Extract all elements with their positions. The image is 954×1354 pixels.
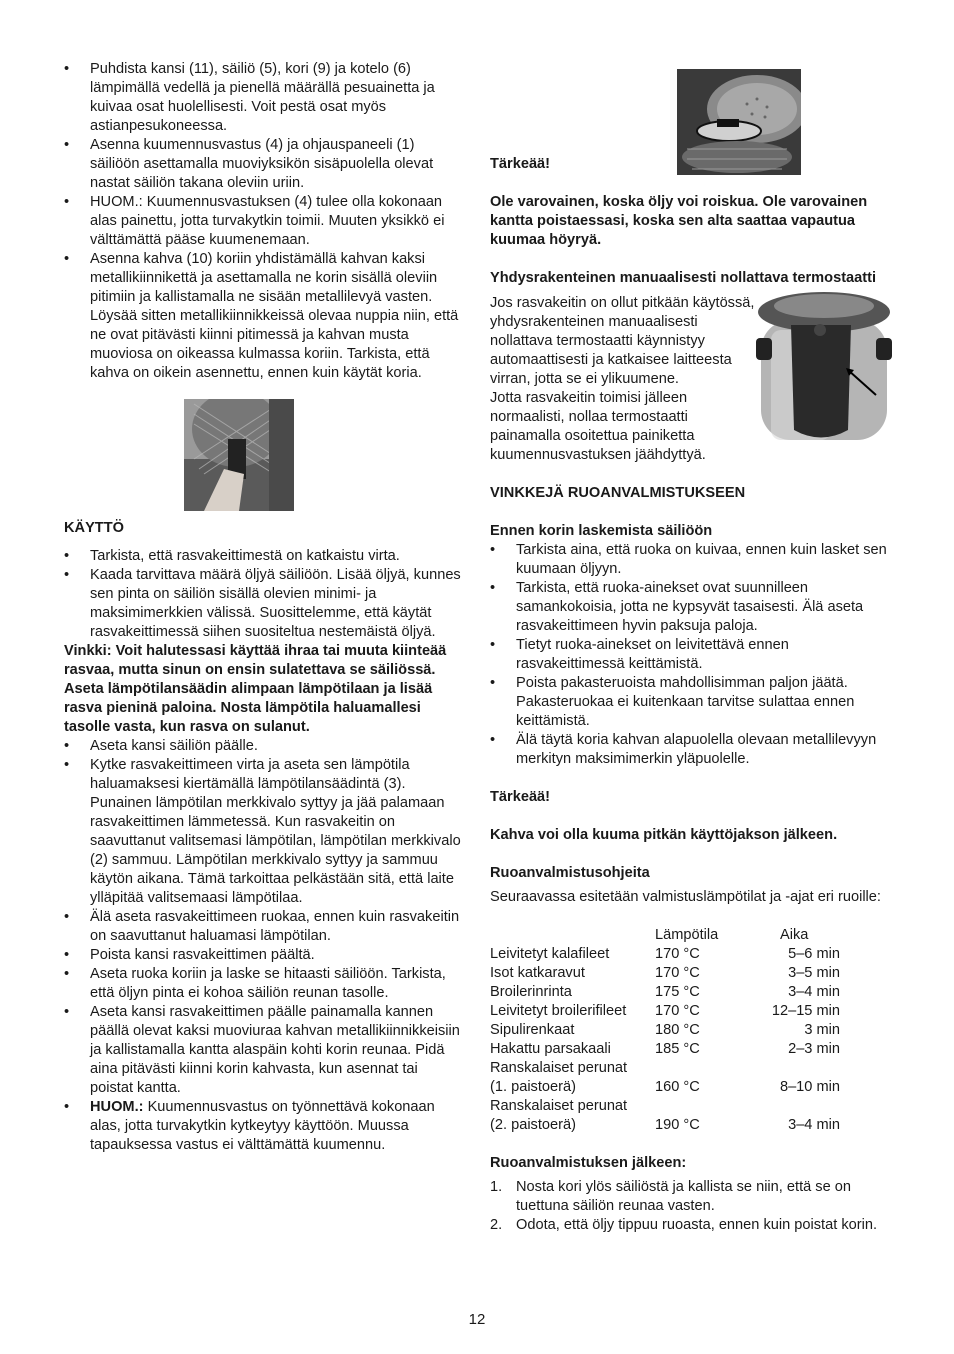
before-list <box>490 541 890 769</box>
list-item: • Tarkista aina, että ruoka on kuivaa, ennen kuin lasket sen kuumaan öljyyn. <box>490 541 890 579</box>
use-list-1 <box>64 547 464 642</box>
table-row <box>490 1116 840 1135</box>
setup-list <box>64 60 464 383</box>
table-cell-food: Hakattu parsakaali <box>490 1041 611 1057</box>
note-text: Kuumennusvastus on työnnettävä kokonaan alas, jotta turvakytkin kytkeytyy käyttöön. Muussa tapauksessa vastus ei välttämättä kuumennu. <box>90 1099 435 1153</box>
important-heading: Tärkeää! <box>490 156 551 172</box>
use-list-2 <box>64 737 464 1155</box>
cooking-intro: Seuraavassa esitetään valmistuslämpötilat ja -ajat eri ruoille: <box>490 889 881 905</box>
table-cell-temp: 170 °C <box>655 965 700 981</box>
before-heading: Ennen korin laskemista säiliöön <box>490 523 713 539</box>
table-cell-temp: 170 °C <box>655 1003 700 1019</box>
after-list <box>490 1178 890 1235</box>
list-item <box>64 1098 464 1155</box>
table-cell-food: Leivitetyt broilerifileet <box>490 1003 627 1019</box>
important-heading-2: Tärkeää! <box>490 789 551 805</box>
list-item: • Poista pakasteruoista mahdollisimman paljon jäätä. Pakasteruokaa ei kuitenkaan tarvitse sulattaa ennen keittämistä. <box>490 674 890 731</box>
list-item: • Älä täytä koria kahvan alapuolella olevaan metallilevyyn merkityn maksimimerkin yläpuolelle. <box>490 731 890 769</box>
table-cell-temp: 175 °C <box>655 984 700 1000</box>
important-text: Ole varovainen, koska öljy voi roiskua. Ole varovainen kantta poistaessasi, koska sen alta saattaa vapautua kuumaa höyryä. <box>490 194 868 248</box>
table-cell-food: Isot katkaravut <box>490 965 585 981</box>
list-item: • Kaada tarvittava määrä öljyä säiliöön. Lisää öljyä, kunnes sen pinta on säiliön sisällä olevien minimi- ja maksimimerkkien välissä. Suosittelemme, että käytät rasvakeittimessä siihen suositeltua nestemäistä öljyä. <box>64 566 464 642</box>
table-cell-food: Ranskalaiset perunat <box>490 1060 628 1076</box>
right-column <box>490 60 890 1235</box>
table-cell-food: Ranskalaiset perunat <box>490 1098 628 1114</box>
list-item: • Älä aseta rasvakeittimeen ruokaa, ennen kuin rasvakeitin on saavuttanut haluamasi lämpötilan. <box>64 908 464 946</box>
table-cell-temp: 185 °C <box>655 1041 700 1057</box>
lid-photo <box>677 69 801 175</box>
table-cell-food: Leivitetyt kalafileet <box>490 946 610 962</box>
thermostat-text-2: Jotta rasvakeitin toimisi jälleen normaalisti, nollaa termostaatti painamalla osoitettua painiketta kuumennusvastuksen jäähdyttyä. <box>490 390 706 463</box>
list-item: • Tarkista, että rasvakeittimestä on katkaistu virta. <box>64 547 464 566</box>
tip-paragraph: Vinkki: Voit halutessasi käyttää ihraa tai muuta kiinteää rasvaa, mutta sinun on ensin sulatettava se säiliössä. Aseta lämpötilansäädin alimpaan lämpötilaan ja lisää rasva pieninä paloina. Nosta lämpötila haluamallesi tasolle vasta, kun rasva on sulanut. <box>64 643 447 735</box>
table-row <box>490 1021 840 1040</box>
table-cell-temp: 180 °C <box>655 1022 700 1038</box>
table-cell-temp: 160 °C <box>655 1079 700 1095</box>
after-heading: Ruoanvalmistuksen jälkeen: <box>490 1155 687 1171</box>
table-cell-time: 5–6 min <box>788 946 840 962</box>
table-row <box>490 945 840 964</box>
list-item: 2. Odota, että öljy tippuu ruoasta, ennen kuin poistat korin. <box>490 1217 878 1233</box>
table-row <box>490 1078 840 1097</box>
list-item: • Poista kansi rasvakeittimen päältä. <box>64 946 464 965</box>
fryer-image <box>756 290 892 452</box>
basket-handle-photo <box>184 399 294 511</box>
page-number: 12 <box>468 1311 486 1328</box>
table-cell-time: 12–15 min <box>771 1003 840 1019</box>
list-item: • HUOM.: Kuumennusvastuksen (4) tulee olla kokonaan alas painettu, jotta turvakytkin toimii. Muuten yksikkö ei välttämättä pääse kuumenemaan. <box>64 193 464 250</box>
table-cell-time <box>755 1059 840 1078</box>
cooking-heading: Ruoanvalmistusohjeita <box>490 865 650 881</box>
left-column <box>64 60 464 1155</box>
table-cell-time: 3–5 min <box>788 965 840 981</box>
table-header-row <box>490 926 840 945</box>
table-row <box>490 1002 840 1021</box>
table-cell-time: 3–4 min <box>788 1117 840 1133</box>
important-text-2: Kahva voi olla kuuma pitkän käyttöjakson jälkeen. <box>490 827 838 843</box>
tips-heading: VINKKEJÄ RUOANVALMISTUKSEEN <box>490 485 746 501</box>
list-item: • Asenna kahva (10) koriin yhdistämällä kahvan kaksi metallikiinnikettä ja asettamalla ne korin sisällä oleviin pitimiin ja kallistamalla ne sisään metallilevyä vasten. Löysää sitten metallikiinnikkeissä olevaa nuppia niin, että ne ovat pitävästi kiinni pitimessä ja kahvan musta muoviosa on oikeassa kulmassa koriin. Tarkista, että kahva on oikein asennettu, ennen kuin käytät koria. <box>64 250 464 383</box>
table-cell-food: Sipulirenkaat <box>490 1022 575 1038</box>
thermostat-heading: Yhdysrakenteinen manuaalisesti nollattava termostaatti <box>490 270 877 286</box>
list-item: • Asenna kuumennusvastus (4) ja ohjauspaneeli (1) säiliöön asettamalla muoviyksikön sisäpuolella olevat nastat säiliön takana oleviin uriin. <box>64 136 464 193</box>
list-item: • Aseta kansi säiliön päälle. <box>64 737 464 756</box>
table-cell-time: 3 min <box>804 1022 840 1038</box>
list-item: • Aseta ruoka koriin ja laske se hitaasti säiliöön. Tarkista, että öljyn pinta ei kohoa säiliön reunan tasolle. <box>64 965 464 1003</box>
table-cell-time: 3–4 min <box>788 984 840 1000</box>
table-cell-food: (2. paistoerä) <box>490 1117 576 1133</box>
table-cell-time: 8–10 min <box>779 1079 840 1095</box>
fryer-photo <box>756 290 892 452</box>
table-cell-food: Broilerinrinta <box>490 984 572 1000</box>
list-item: • Tietyt ruoka-ainekset on leivitettävä ennen rasvakeittimessä keittämistä. <box>490 636 890 674</box>
cooking-table <box>490 926 840 1135</box>
table-row <box>490 964 840 983</box>
table-cell-temp: 170 °C <box>655 946 700 962</box>
thermostat-text-1: Jos rasvakeitin on ollut pitkään käytössä, yhdysrakenteinen manuaalisesti nollattava termostaatti käynnistyy automaattisesti ja katkaisee laitteesta virran, jotta se ei ylikuumene. <box>490 295 755 387</box>
table-cell-temp <box>655 1059 755 1078</box>
table-cell-food: (1. paistoerä) <box>490 1079 576 1095</box>
table-row <box>490 1059 840 1078</box>
temp-header: Lämpötila <box>655 927 719 943</box>
list-item: • Puhdista kansi (11), säiliö (5), kori (9) ja kotelo (6) lämpimällä vedellä ja pienellä määrällä pesuainetta ja kuivaa osat huolellisesti. Voit pestä osat myös astianpesukoneessa. <box>64 60 464 136</box>
table-cell-time <box>755 1097 840 1116</box>
table-cell-temp <box>655 1097 755 1116</box>
table-cell-temp: 190 °C <box>655 1117 700 1133</box>
table-cell-time: 2–3 min <box>788 1041 840 1057</box>
table-row <box>490 1040 840 1059</box>
table-row <box>490 983 840 1002</box>
list-item: • Aseta kansi rasvakeittimen päälle painamalla kannen päällä olevat kaksi muoviuraa kahvan metallikiinnikkeisiin ja kallistamalla kantta alaspäin kohti korin reunaa. Pidä aina pitävästi kiinni korin kahvasta, kun asennat tai poistat kantta. <box>64 1003 464 1098</box>
time-header: Aika <box>780 927 809 943</box>
use-heading: KÄYTTÖ <box>64 520 124 536</box>
list-item: • Tarkista, että ruoka-ainekset ovat suunnilleen samankokoisia, jotta ne kypsyvät tasaisesti. Älä aseta rasvakeittimeen hyvin paksuja paloja. <box>490 579 890 636</box>
list-item: • Kytke rasvakeittimeen virta ja aseta sen lämpötila haluamaksesi kiertämällä lämpötilansäädintä (3). Punainen lämpötilan merkkivalo syttyy ja jää palamaan rasvakeittimen lämmetessä. Kun rasvakeitin on saavuttanut valitsemasi lämpötilan, lämpötilan merkkivalo (2) sammuu. Lämpötilan merkkivalo syttyy ja sammuu käytön aikana. Tämä tarkoittaa pelkästään sitä, että laite ylläpitää valitsemaasi lämpötilaa. <box>64 756 464 908</box>
lid-basket-image <box>677 69 801 175</box>
list-item: 1. Nosta kori ylös säiliöstä ja kallista se niin, että se on tuettuna säiliön reunaa vasten. <box>490 1179 852 1214</box>
basket-handle-image <box>184 399 294 511</box>
table-row <box>490 1097 840 1116</box>
note-label: HUOM.: <box>90 1099 144 1115</box>
